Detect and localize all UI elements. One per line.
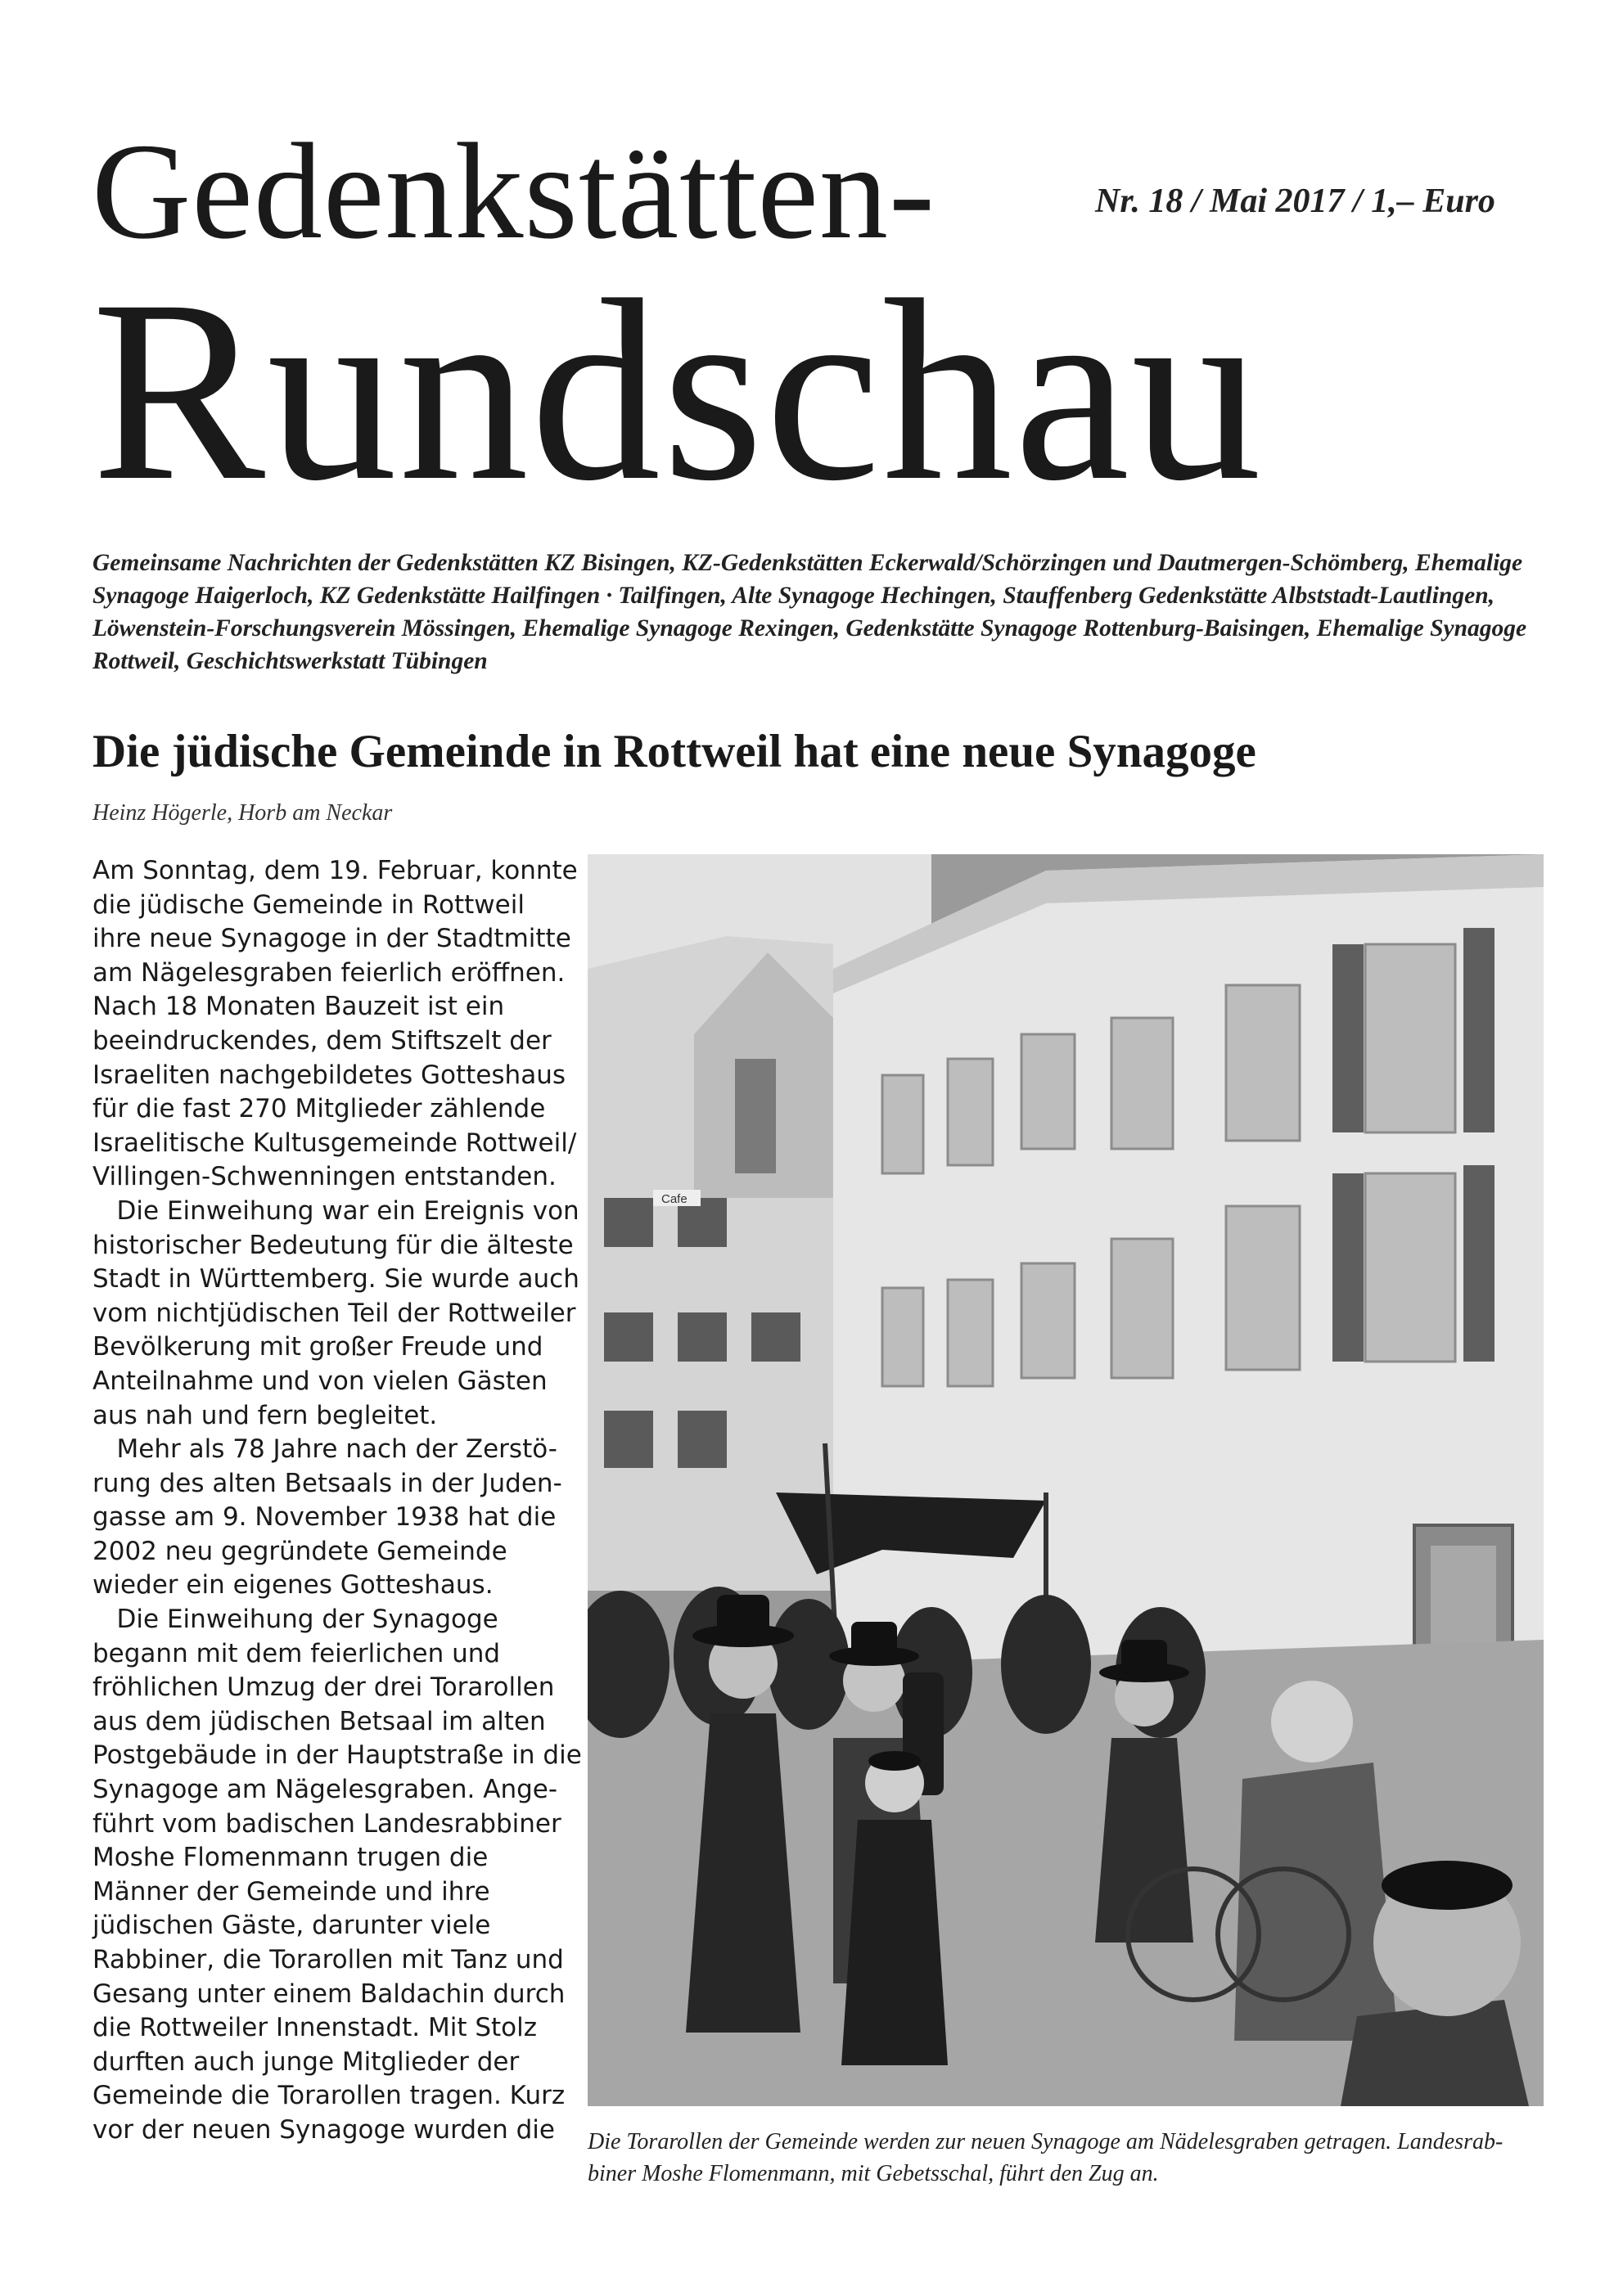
article-body-line: Männer der Gemeinde und ihre	[92, 1876, 490, 1907]
article-body-line: Gesang unter einem Baldachin durch	[92, 1979, 566, 2009]
article-body-line: beeindruckendes, dem Stiftszelt der	[92, 1025, 552, 1056]
article-headline: Die jüdische Gemeinde in Rottweil hat eine neue Synagoge	[92, 726, 1256, 777]
article-body-line: historischer Bedeutung für die älteste	[92, 1230, 574, 1260]
article-body-line: die jüdische Gemeinde in Rottweil	[92, 889, 525, 920]
article-body-line: Israelitische Kultusgemeinde Rottweil/	[92, 1128, 577, 1158]
masthead-subtitle: Gemeinsame Nachrichten der Gedenkstätten KZ Bisingen, KZ-Gedenkstätten Eckerwald/Schörzingen und Dautmergen-Schömberg, Ehemalige Synagoge Haigerloch, KZ Gedenkstätte Hailfingen · Tailfingen, Alte Synagoge Hechingen, Stauffenberg Gedenkstätte Albststadt-Lautlingen, Löwenstein-Forschungsverein Mössingen, Ehemalige Synagoge Rexingen, Gedenkstätte Synagoge Rottenburg-Baisingen, Ehemalige Synagoge Rottweil, Geschichtswerkstatt Tübingen	[92, 550, 1527, 674]
article-body-line: Rabbiner, die Torarollen mit Tanz und	[92, 1945, 564, 1974]
article-body-line: Anteilnahme und von vielen Gästen	[92, 1366, 548, 1396]
article-body-line: rung des alten Betsaals in der Juden-	[92, 1468, 562, 1498]
article-body-line: Stadt in Württemberg. Sie wurde auch	[92, 1264, 579, 1294]
article-body-line: fröhlichen Umzug der drei Torarollen	[92, 1672, 555, 1703]
photo-caption-line: biner Moshe Flomenmann, mit Gebetsschal, führt den Zug an.	[588, 2161, 1159, 2186]
article-body-line: begann mit dem feierlichen und	[92, 1638, 501, 1668]
article-body-line: gasse am 9. November 1938 hat die	[92, 1502, 557, 1533]
article-body-line: durften auch junge Mitglieder der	[92, 2046, 520, 2077]
article-body-line: Israeliten nachgebildetes Gotteshaus	[92, 1060, 566, 1090]
photo-caption	[588, 2126, 1544, 2190]
article-body-line: am Nägelesgraben feierlich eröffnen.	[92, 957, 566, 988]
article-body-line: wieder ein eigenes Gotteshaus.	[92, 1570, 494, 1600]
photo-cafe-sign: Cafe	[661, 1192, 688, 1206]
article-body-line: 2002 neu gegründete Gemeinde	[92, 1536, 507, 1566]
article-body-line: Gemeinde die Torarollen tragen. Kurz	[92, 2081, 566, 2111]
masthead-title-line2: Rundschau	[92, 246, 1264, 534]
article-body-line: für die fast 270 Mitglieder zählende	[92, 1094, 546, 1124]
photo-caption-line: Die Torarollen der Gemeinde werden zur neuen Synagoge am Nädelesgraben getragen. Landesrab-	[588, 2129, 1504, 2154]
article-body-line: Die Einweihung war ein Ereignis von	[92, 1195, 579, 1226]
article-body-line: jüdischen Gäste, darunter viele	[92, 1911, 491, 1941]
article-body-line: Moshe Flomenmann trugen die	[92, 1843, 489, 1873]
article-body-line: Am Sonntag, dem 19. Februar, konnte	[92, 856, 578, 885]
article-body-line: Bevölkerung mit großer Freude und	[92, 1332, 543, 1362]
article-body	[92, 854, 582, 2148]
article-body-line: aus nah und fern begleitet.	[92, 1400, 438, 1430]
article-body-line: Nach 18 Monaten Bauzeit ist ein	[92, 992, 505, 1022]
article-body-line: vom nichtjüdischen Teil der Rottweiler	[92, 1298, 576, 1328]
article-body-line: ihre neue Synagoge in der Stadtmitte	[92, 924, 571, 954]
issue-info: Nr. 18 / Mai 2017 / 1,– Euro	[1095, 182, 1495, 220]
article-body-line: die Rottweiler Innenstadt. Mit Stolz	[92, 2013, 538, 2043]
article-body-line: aus dem jüdischen Betsaal im alten	[92, 1706, 546, 1736]
article-body-line: führt vom badischen Landesrabbiner	[92, 1808, 561, 1839]
masthead-title-line1: Gedenkstätten-	[92, 115, 935, 268]
article-body-line: vor der neuen Synagoge wurden die	[92, 2114, 555, 2145]
article-body-line: Postgebäude in der Hauptstraße in die	[92, 1740, 582, 1771]
article-body-line: Villingen-Schwenningen entstanden.	[92, 1162, 557, 1192]
article-author: Heinz Högerle, Horb am Neckar	[92, 800, 393, 826]
article-body-line: Mehr als 78 Jahre nach der Zerstö-	[92, 1434, 557, 1465]
article-body-line: Synagoge am Nägelesgraben. Ange-	[92, 1775, 558, 1805]
article-photo	[588, 854, 1544, 2106]
article-body-line: Die Einweihung der Synagoge	[92, 1605, 498, 1635]
